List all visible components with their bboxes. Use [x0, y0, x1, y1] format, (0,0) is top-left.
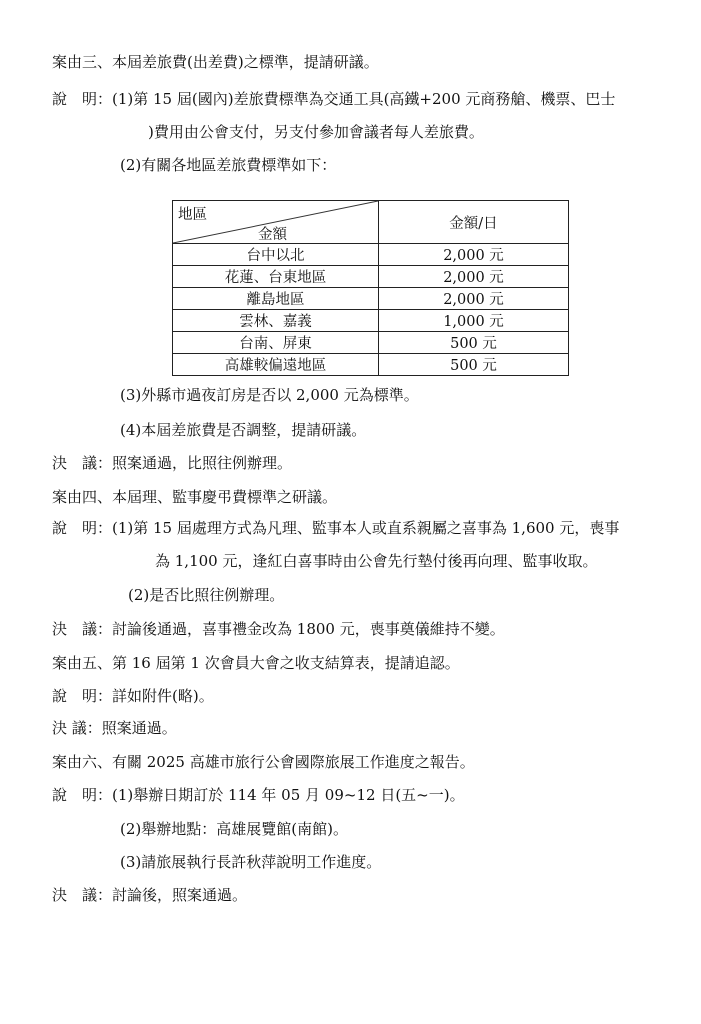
table-row — [173, 332, 569, 354]
row-region: 離島地區 — [173, 288, 379, 310]
row-amount: 1,000 元 — [379, 310, 569, 332]
header-amount-label: 金額 — [258, 227, 287, 243]
agenda-3-desc-3: (3)外縣市過夜訂房是否以 2,000 元為標準。 — [120, 386, 419, 404]
table-row — [173, 266, 569, 288]
row-region: 高雄較偏遠地區 — [173, 354, 379, 376]
agenda-3-desc-4: (4)本屆差旅費是否調整，提請研議。 — [120, 421, 367, 439]
row-region: 雲林、嘉義 — [173, 310, 379, 332]
agenda-6-desc-3: (3)請旅展執行長許秋萍說明工作進度。 — [120, 853, 382, 871]
row-region: 台中以北 — [173, 244, 379, 266]
row-region: 花蓮、台東地區 — [173, 266, 379, 288]
agenda-4-title: 案由四、本屆理、監事慶弔費標準之研議。 — [52, 488, 338, 506]
agenda-6-desc-1: 說 明：(1)舉辦日期訂於 114 年 05 月 09~12 日(五~一)。 — [52, 786, 465, 804]
agenda-3-desc-1: 說 明：(1)第 15 屆(國內)差旅費標準為交通工具(高鐵+200 元商務艙、機票、巴士 — [52, 90, 616, 108]
agenda-4-resolution: 決 議：討論後通過，喜事禮金改為 1800 元，喪事奠儀維持不變。 — [52, 620, 505, 638]
agenda-5-title: 案由五、第 16 屆第 1 次會員大會之收支結算表，提請追認。 — [52, 654, 460, 672]
row-region: 台南、屏東 — [173, 332, 379, 354]
row-amount: 500 元 — [379, 332, 569, 354]
agenda-3-title: 案由三、本屆差旅費(出差費)之標準，提請研議。 — [52, 53, 379, 71]
table-row — [173, 354, 569, 376]
table-row — [173, 288, 569, 310]
row-amount: 500 元 — [379, 354, 569, 376]
table-row — [173, 244, 569, 266]
header-amount-per-day: 金額/日 — [379, 201, 569, 244]
agenda-4-desc-2: (2)是否比照往例辦理。 — [128, 586, 285, 604]
agenda-6-desc-2: (2)舉辦地點：高雄展覽館(南館)。 — [120, 820, 348, 838]
table-row — [173, 310, 569, 332]
agenda-4-desc-1: 說 明：(1)第 15 屆處理方式為凡理、監事本人或直系親屬之喜事為 1,600 元，喪事 — [52, 519, 620, 537]
row-amount: 2,000 元 — [379, 244, 569, 266]
travel-fee-table — [172, 200, 569, 376]
agenda-6-resolution: 決 議：討論後，照案通過。 — [52, 886, 248, 904]
agenda-6-title: 案由六、有關 2025 高雄市旅行公會國際旅展工作進度之報告。 — [52, 753, 475, 771]
row-amount: 2,000 元 — [379, 288, 569, 310]
row-amount: 2,000 元 — [379, 266, 569, 288]
header-region-label: 地區 — [178, 207, 207, 223]
agenda-3-desc-1-cont: )費用由公會支付，另支付參加會議者每人差旅費。 — [148, 123, 484, 141]
table-header-diagonal-cell — [173, 201, 379, 244]
agenda-4-desc-1-cont: 為 1,100 元，逢紅白喜事時由公會先行墊付後再向理、監事收取。 — [155, 552, 598, 570]
agenda-3-resolution: 決 議：照案通過，比照往例辦理。 — [52, 454, 293, 472]
agenda-3-desc-2: (2)有關各地區差旅費標準如下： — [120, 156, 337, 174]
agenda-5-resolution: 決 議：照案通過。 — [52, 719, 177, 737]
table-header-row — [173, 201, 569, 244]
agenda-5-desc: 說 明：詳如附件(略)。 — [52, 687, 214, 705]
